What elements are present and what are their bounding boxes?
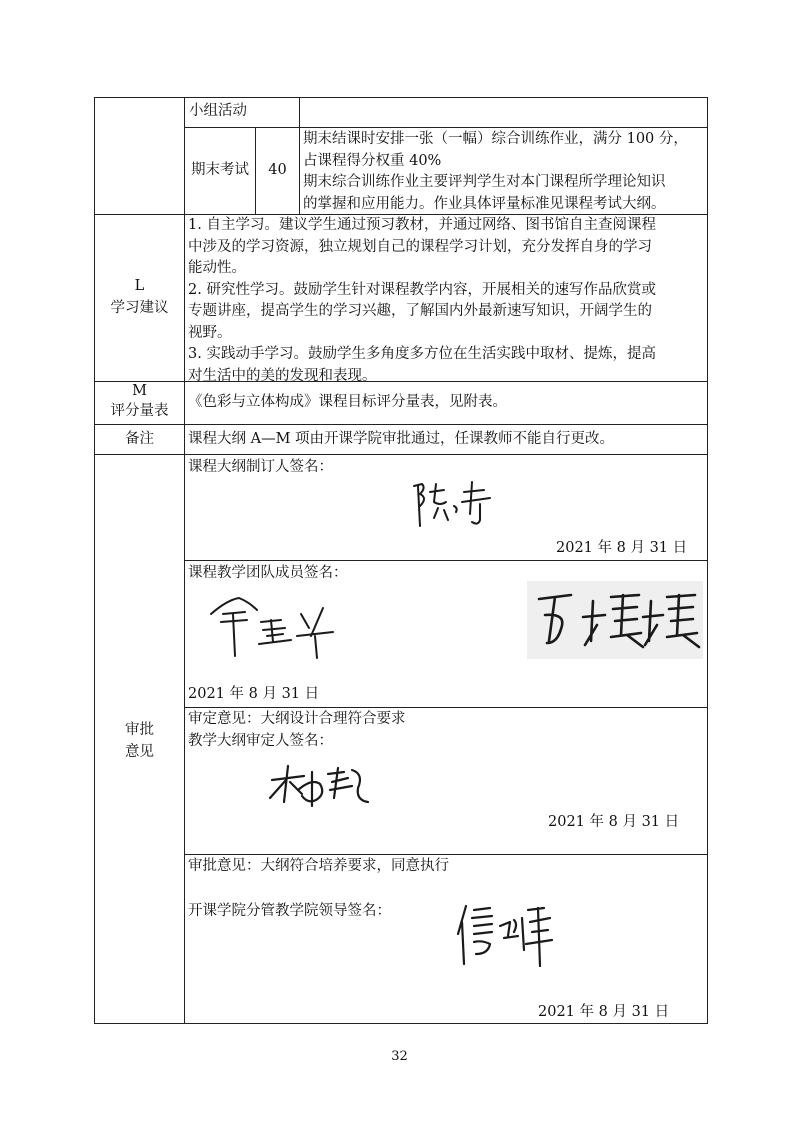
- text-line: 中涉及的学习资源，独立规划自己的课程学习计划，充分发挥自身的学习: [188, 238, 652, 255]
- maker-signature-image: [400, 474, 500, 530]
- rubric-text: 《色彩与立体构成》课程目标评分量表，见附表。: [188, 394, 507, 410]
- divider: [184, 127, 708, 128]
- divider: [184, 707, 708, 708]
- final-approval-signature-image: [452, 900, 556, 972]
- team-signature-title: 课程教学团队成员签名：: [188, 565, 348, 581]
- review-opinion: 审定意见：大纲设计合理符合要求: [188, 711, 406, 727]
- group-activity-label: 小组活动: [189, 103, 247, 119]
- text-line: 期末结课时安排一张（一幅）综合训练作业，满分 100 分，: [303, 131, 688, 147]
- team-signature-image-2: [527, 581, 703, 659]
- text-line: 对生活中的美的发现和表现。: [188, 367, 377, 384]
- review-signature-image: [268, 760, 378, 808]
- divider: [184, 560, 708, 561]
- final-exam-description: [303, 129, 707, 215]
- maker-signature-date: 2021 年 8 月 31 日: [556, 540, 688, 556]
- study-advice-letter: L: [134, 278, 145, 294]
- text-line: 的掌握和应用能力。作业具体评量标准见课程考试大纲。: [303, 195, 666, 212]
- rubric-letter: M: [132, 383, 147, 399]
- study-advice-label: 学习建议: [110, 300, 169, 316]
- divider: [184, 854, 708, 855]
- final-exam-label: 期末考试: [191, 162, 249, 178]
- remarks-label: 备注: [125, 431, 154, 447]
- text-line: 3. 实践动手学习。鼓励学生多角度多方位在生活实践中取材、提炼，提高: [188, 346, 656, 362]
- divider: [94, 454, 708, 455]
- team-signature-date: 2021 年 8 月 31 日: [188, 686, 320, 702]
- review-signature-date: 2021 年 8 月 31 日: [548, 814, 680, 830]
- text-line: 视野。: [188, 324, 232, 341]
- final-approval-opinion: 审批意见：大纲符合培养要求，同意执行: [188, 858, 449, 874]
- final-exam-weight: 40: [268, 162, 287, 178]
- text-line: 专题讲座，提高学生的学习兴趣，了解国内外最新速写知识，开阔学生的: [188, 303, 652, 319]
- approval-label-line2: 意见: [125, 744, 154, 760]
- text-line: 占课程得分权重 40%: [303, 152, 442, 169]
- maker-signature-title: 课程大纲制订人签名：: [188, 459, 333, 475]
- text-line: 能动性。: [188, 260, 246, 276]
- approval-label-line1: 审批: [125, 722, 154, 738]
- text-line: 期末综合训练作业主要评判学生对本门课程所学理论知识: [303, 174, 666, 190]
- study-advice-content: [188, 215, 706, 387]
- text-line: 1. 自主学习。建议学生通过预习教材，并通过网络、图书馆自主查阅课程: [188, 217, 656, 233]
- review-signer-label: 教学大纲审定人签名：: [188, 733, 333, 749]
- divider: [299, 97, 300, 214]
- team-signature-image-1: [205, 592, 343, 662]
- divider: [94, 424, 708, 425]
- page-number: 32: [391, 1049, 408, 1064]
- text-line: 2. 研究性学习。鼓励学生针对课程教学内容，开展相关的速写作品欣赏或: [188, 281, 656, 298]
- final-approval-date: 2021 年 8 月 31 日: [538, 1004, 670, 1020]
- remarks-text: 课程大纲 A—M 项由开课学院审批通过，任课教师不能自行更改。: [188, 431, 615, 447]
- final-approval-signer-label: 开课学院分管教学院领导签名：: [188, 903, 391, 919]
- rubric-label: 评分量表: [110, 403, 169, 419]
